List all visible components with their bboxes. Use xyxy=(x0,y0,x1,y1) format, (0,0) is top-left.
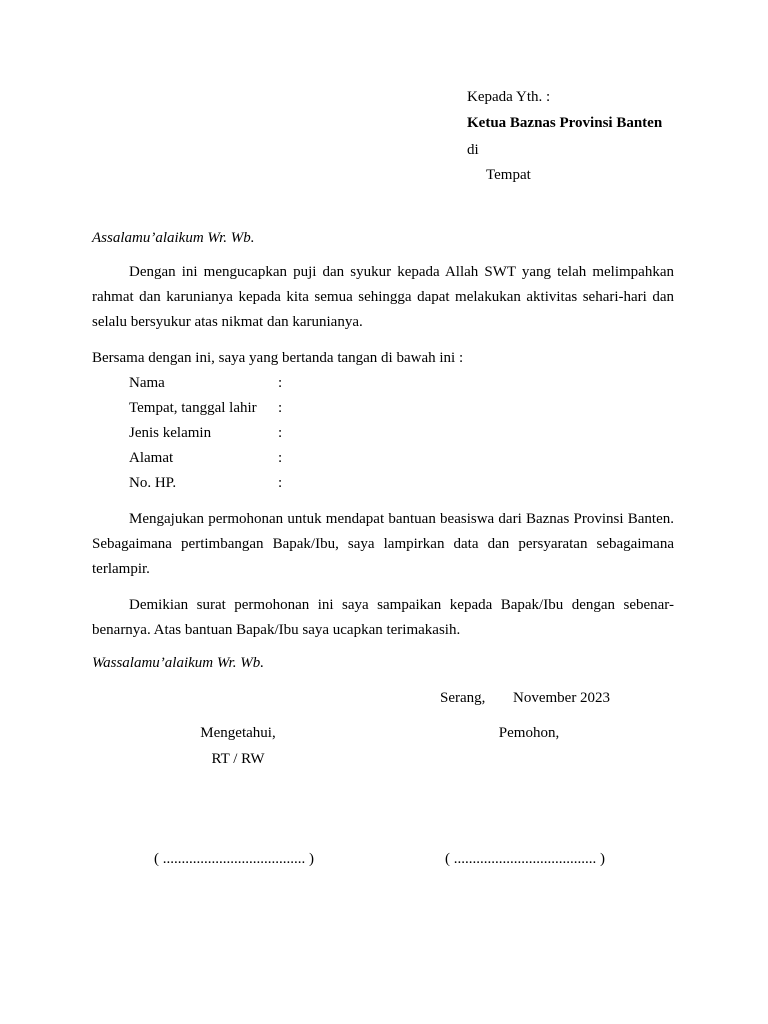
field-colon: : xyxy=(278,475,283,491)
right-signatory-line-1: Pemohon, xyxy=(498,725,560,741)
left-signature-line: ( ...................................... ) xyxy=(154,851,314,867)
recipient-line-3: di xyxy=(467,142,479,158)
field-colon: : xyxy=(278,375,283,391)
right-signature-line: ( ...................................... ) xyxy=(445,851,605,867)
closing: Wassalamu’alaikum Wr. Wb. xyxy=(92,655,264,671)
field-label: Tempat, tanggal lahir xyxy=(129,400,257,416)
paragraph-3: Demikian surat permohonan ini saya sampaikan kepada Bapak/Ibu dengan sebenar-benarnya. Atas bantuan Bapak/Ibu saya ucapkan terimakasih. xyxy=(92,597,674,638)
left-signatory-line-1: Mengetahui, xyxy=(200,725,276,741)
paragraph-1: Dengan ini mengucapkan puji dan syukur kepada Allah SWT yang telah melimpahkan rahmat dan karunianya kepada kita semua sehingga dapat melakukan aktivitas sehari-hari dan selalu bersyukur atas nikmat dan karunianya. xyxy=(92,264,674,330)
field-colon: : xyxy=(278,450,283,466)
field-label: Alamat xyxy=(129,450,174,466)
left-signatory-line-2: RT / RW xyxy=(211,751,265,767)
field-colon: : xyxy=(278,425,283,441)
place: Serang, xyxy=(440,690,486,706)
field-label: Jenis kelamin xyxy=(129,425,212,441)
field-label: No. HP. xyxy=(129,475,177,491)
intro-line: Bersama dengan ini, saya yang bertanda tangan di bawah ini : xyxy=(92,350,464,366)
recipient-line-1: Kepada Yth. : xyxy=(467,89,551,105)
recipient-line-2: Ketua Baznas Provinsi Banten xyxy=(467,115,663,131)
field-colon: : xyxy=(278,400,283,416)
field-label: Nama xyxy=(129,375,165,391)
paragraph-2: Mengajukan permohonan untuk mendapat bantuan beasiswa dari Baznas Provinsi Banten. Sebagaimana pertimbangan Bapak/Ibu, saya lampirkan data dan persyaratan sebagaimana terlampir. xyxy=(92,511,674,577)
date: November 2023 xyxy=(513,690,611,706)
recipient-line-4: Tempat xyxy=(486,167,531,183)
greeting: Assalamu’alaikum Wr. Wb. xyxy=(92,230,255,246)
